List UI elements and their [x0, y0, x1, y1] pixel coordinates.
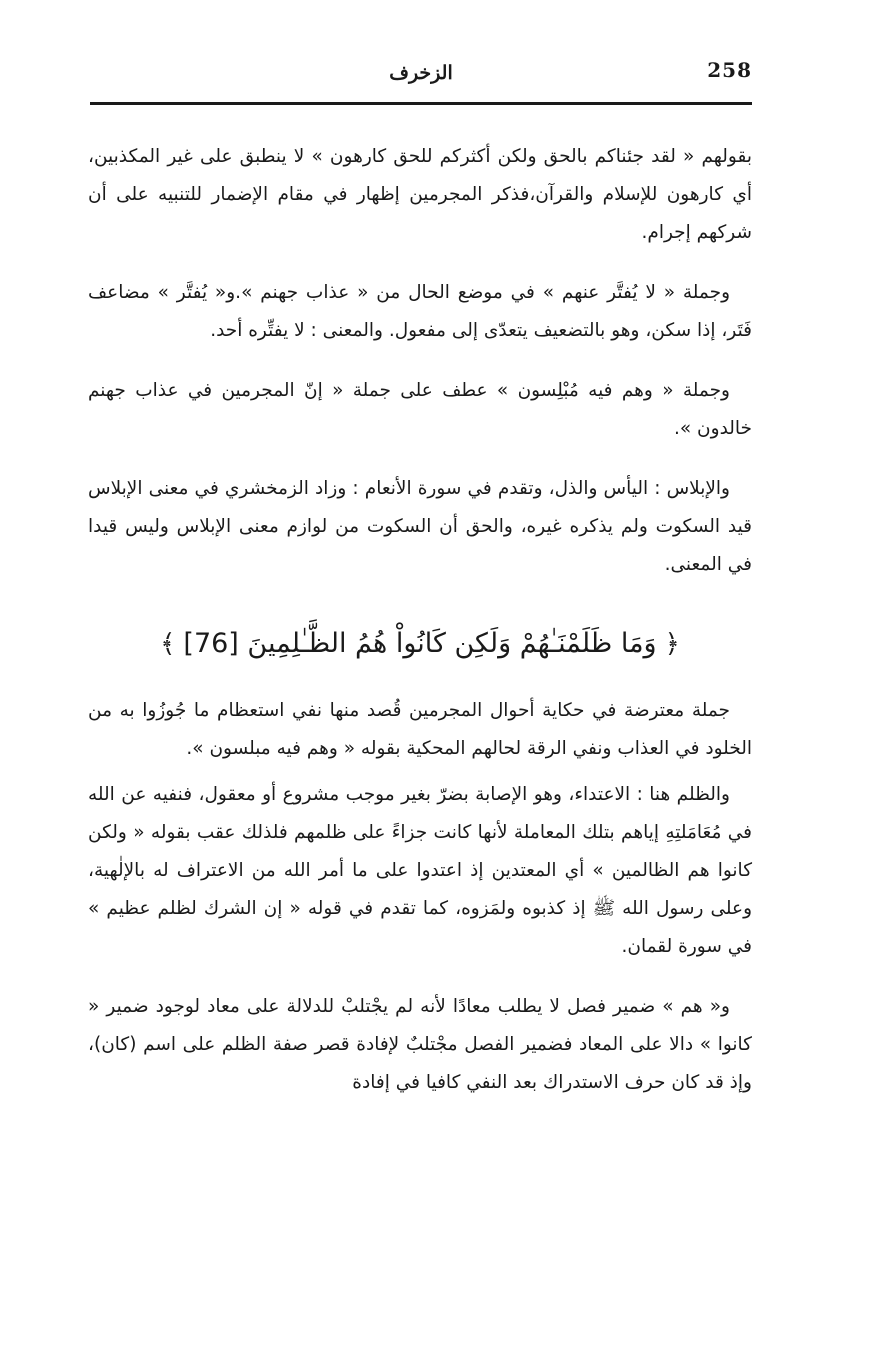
- verse-close-bracket: ﴾: [160, 629, 176, 659]
- paragraph: وجملة « لا يُفتَّر عنهم » في موضع الحال من « عذاب جهنم ».و« يُفتَّر » مضاعف فَتَر، إذا سكن، وهو بالتضعيف يتعدّى إلى مفعول. والمعنى : لا يفتِّره أحد.: [88, 282, 752, 341]
- paragraph: بقولهم « لقد جئناكم بالحق ولكن أكثركم للحق كارهون » لا ينطبق على غير المكذبين، أي كارهون للإسلام والقرآن،فذكر المجرمين إظهار في مقام الإضمار للتنبيه على أن شركهم إجرام.: [88, 146, 752, 243]
- verse-open-bracket: ﴿: [664, 629, 680, 659]
- paragraph: وجملة « وهم فيه مُبْلِسون » عطف على جملة « إنّ المجرمين في عذاب جهنم خالدون ».: [88, 380, 752, 439]
- page-header: [90, 50, 752, 105]
- page-number: 258: [707, 58, 752, 82]
- verse-text: وَمَا ظَلَمْنَـٰهُمْ وَلَكِن كَانُواْ هُمُ الظَّـٰلِمِينَ [76]: [183, 628, 657, 659]
- paragraph: جملة معترضة في حكاية أحوال المجرمين قُصد منها نفي استعظام ما جُوزُوا به من الخلود في العذاب ونفي الرقة لحالهم المحكية بقوله « وهم فيه مبلسون ».: [88, 700, 752, 759]
- page-body: [88, 138, 752, 1124]
- paragraph: و« هم » ضمير فصل لا يطلب معادًا لأنه لم يجْتلبْ للدلالة على معاد لوجود ضمير « كانوا » دالا على المعاد فضمير الفصل مجْتلبٌ لإفادة قصر صفة الظلم على اسم (كان)، وإذ قد كان حرف الاستدراك بعد النفي كافيا في إفادة: [88, 996, 752, 1093]
- paragraph: والإبلاس : اليأس والذل، وتقدم في سورة الأنعام : وزاد الزمخشري في معنى الإبلاس قيد السكوت ولم يذكره غيره، والحق أن السكوت من لوازم معنى الإبلاس وليس قيدا في المعنى.: [88, 478, 752, 575]
- quran-verse: [88, 624, 752, 664]
- paragraph: والظلم هنا : الاعتداء، وهو الإصابة بضرّ بغير موجب مشروع أو معقول، فنفيه عن الله في مُعَامَلتِهِ إياهم بتلك المعاملة لأنها كانت جزاءً على ظلمهم فلذلك عقب بقوله « ولكن كانوا هم الظالمين » أي المعتدين إذ اعتدوا على ما أمر الله من الاعتراف له بالإلٰهية، وعلى رسول الله ﷺ إذ كذبوه ولمَزوه، كما تقدم في قوله « إن الشرك لظلم عظيم » في سورة لقمان.: [88, 784, 752, 957]
- running-title: الزخرف: [389, 62, 453, 84]
